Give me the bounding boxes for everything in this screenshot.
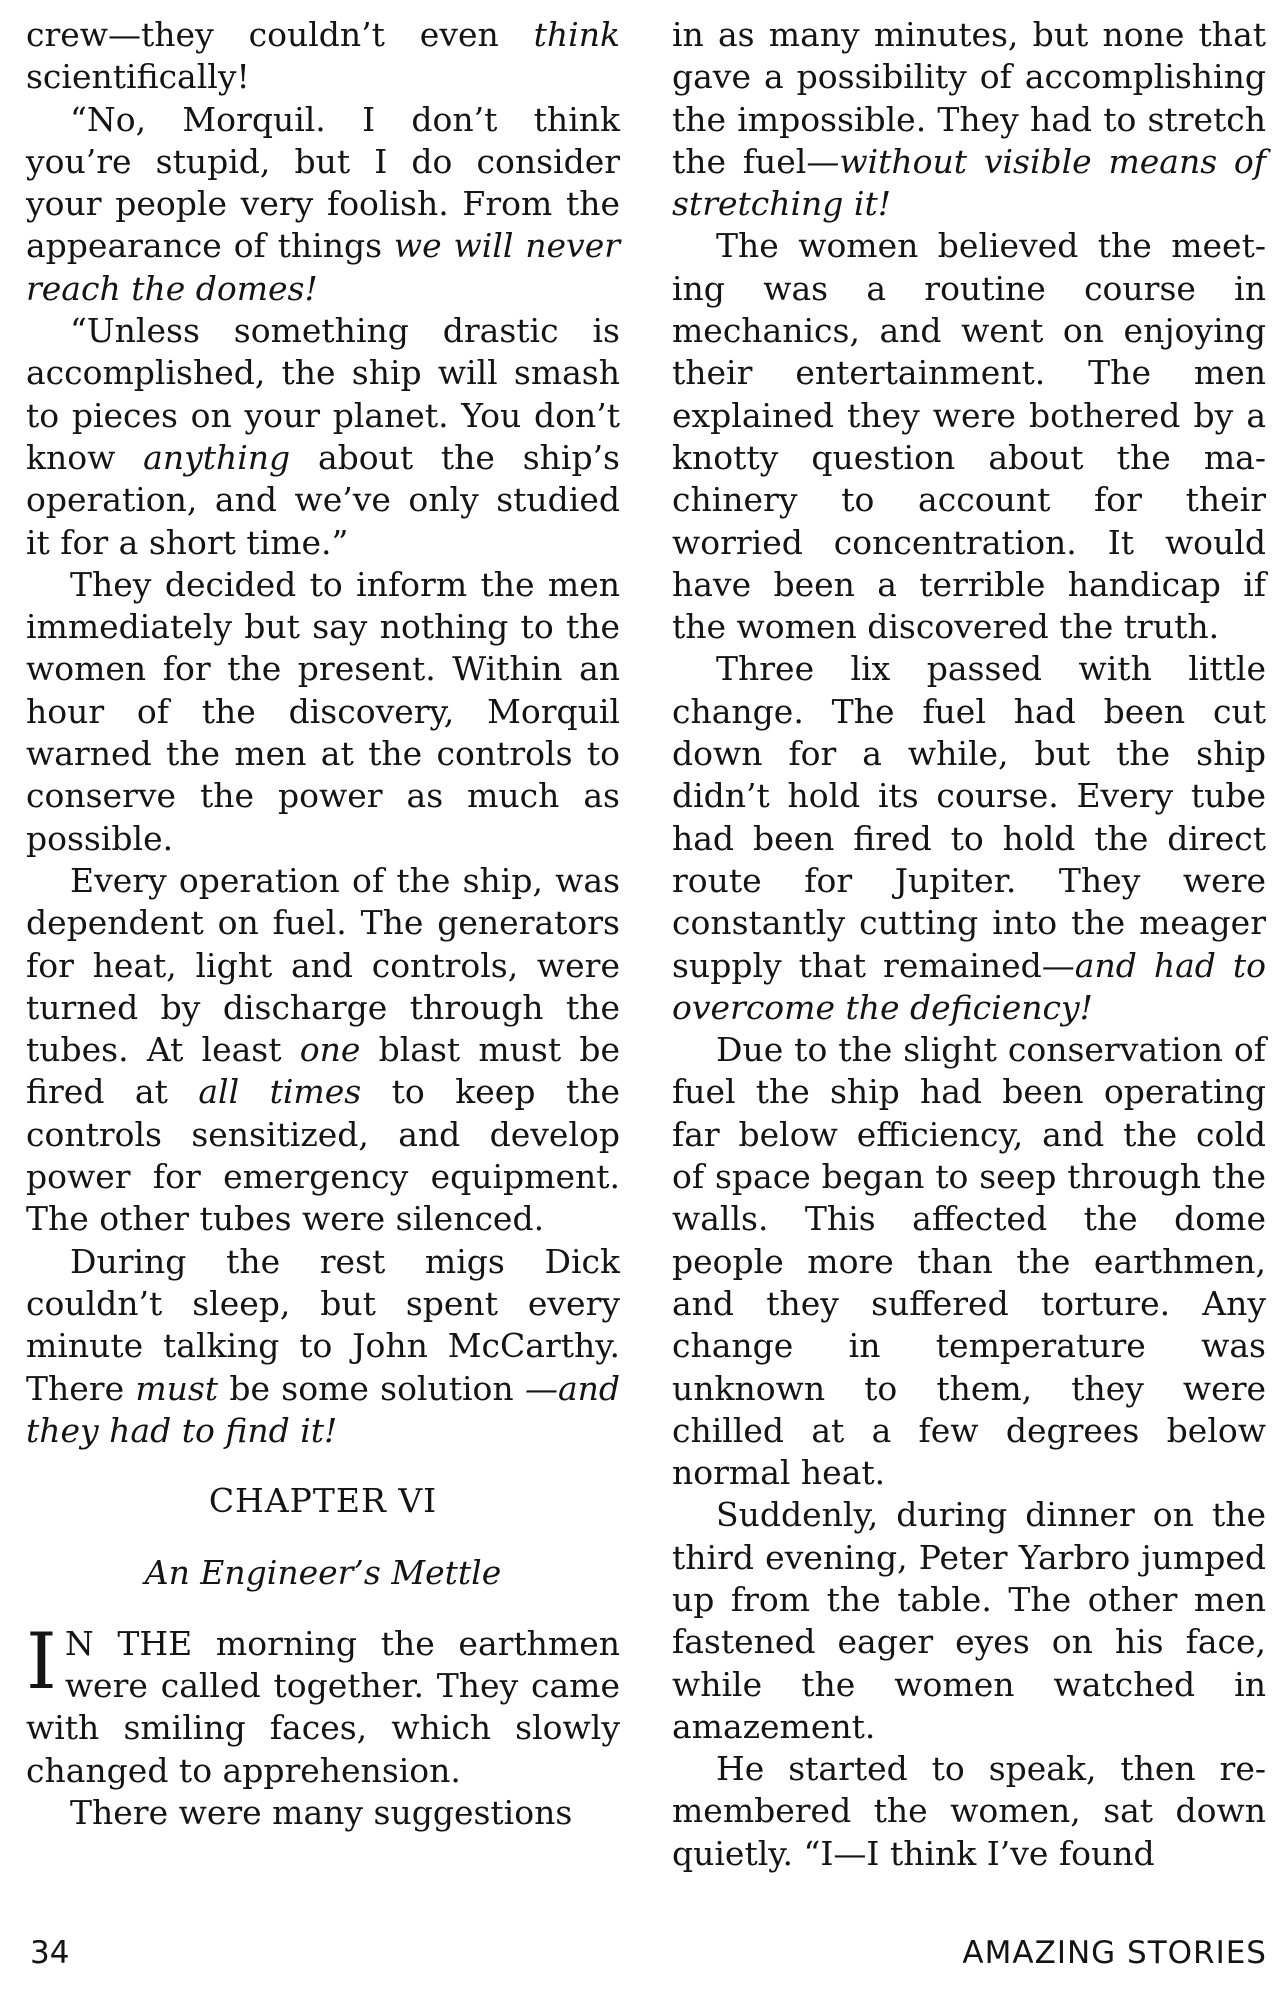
right-column [672,14,1266,1875]
paragraph: He started to speak, then remembered the women, sat down quietly. “I—I think I’ve found [672,1749,1266,1873]
paragraph: “No, Morquil. I don’t think you’re stupid, but I do consider your people very foolish. From the appearance of things we will never reach the domes! [26,99,620,308]
chapter-heading: CHAPTER VI [208,1481,438,1521]
paragraph: During the rest migs Dick couldn’t sleep, but spent every minute talking to John McCarthy. There must be some solution —and they had to find it! [26,1241,620,1450]
paragraph: They decided to inform the men immediately but say nothing to the women for the present. Within an hour of the discovery, Morquil warned the men at the controls to conserve the power as much as possible. [26,564,620,858]
paragraph: Every operation of the ship, was dependent on fuel. The generators for heat, light and controls, were turned by discharge through the tubes. At least one blast must be fired at all times to keep the controls sensitized, and develop power for emergency equipment. The other tubes were silenced. [26,860,620,1239]
paragraph: “Unless something drastic is accomplished, the ship will smash to pieces on your planet. You don’t know anything about the ship’s operation, and we’ve only studied it for a short time.” [26,311,620,562]
paragraph: in as many minutes, but none that gave a possibility of accomplishing the impossible. They had to stretch the fuel—without visible means of stretching it! [672,15,1266,224]
running-title: AMAZING STORIES [962,1935,1267,1971]
paragraph: The women believed the meeting was a routine course in mechanics, and went on enjoying their entertainment. The men explained they were bothered by a knotty question about the machinery to account for their worried concentration. It would have been a terrible handicap if the women discovered the truth. [672,226,1266,647]
paragraph: I N THE morning the earthmen were called together. They came with smiling faces, which slowly changed to apprehension. [26,1616,620,1790]
paragraph: crew—they couldn’t even think scientifically! [26,15,620,97]
paragraph: Suddenly, during dinner on the third evening, Peter Yarbro jumped up from the table. The other men fastened eager eyes on his face, while the women watched in amazement. [672,1495,1266,1746]
chapter-subtitle: An Engineer’s Mettle [144,1553,502,1593]
paragraph: Due to the slight conservation of fuel the ship had been operating far below efficiency, and the cold of space began to seep through the walls. This affected the dome people more than the earthmen, and they suffered torture. Any change in temperature was unknown to them, they were chilled at a few degrees below normal heat. [672,1030,1266,1493]
drop-cap: I [26,1616,57,1707]
paragraph: There were many suggestions [70,1792,573,1832]
paragraph: Three lix passed with little change. The fuel had been cut down for a while, but the ship didn’t hold its course. Every tube had been fired to hold the direct route for Jupiter. They were constantly cutting into the meager supply that remained—and had to overcome the deficiency! [672,649,1267,1027]
page-number: 34 [30,1935,70,1971]
left-column [26,14,620,1834]
